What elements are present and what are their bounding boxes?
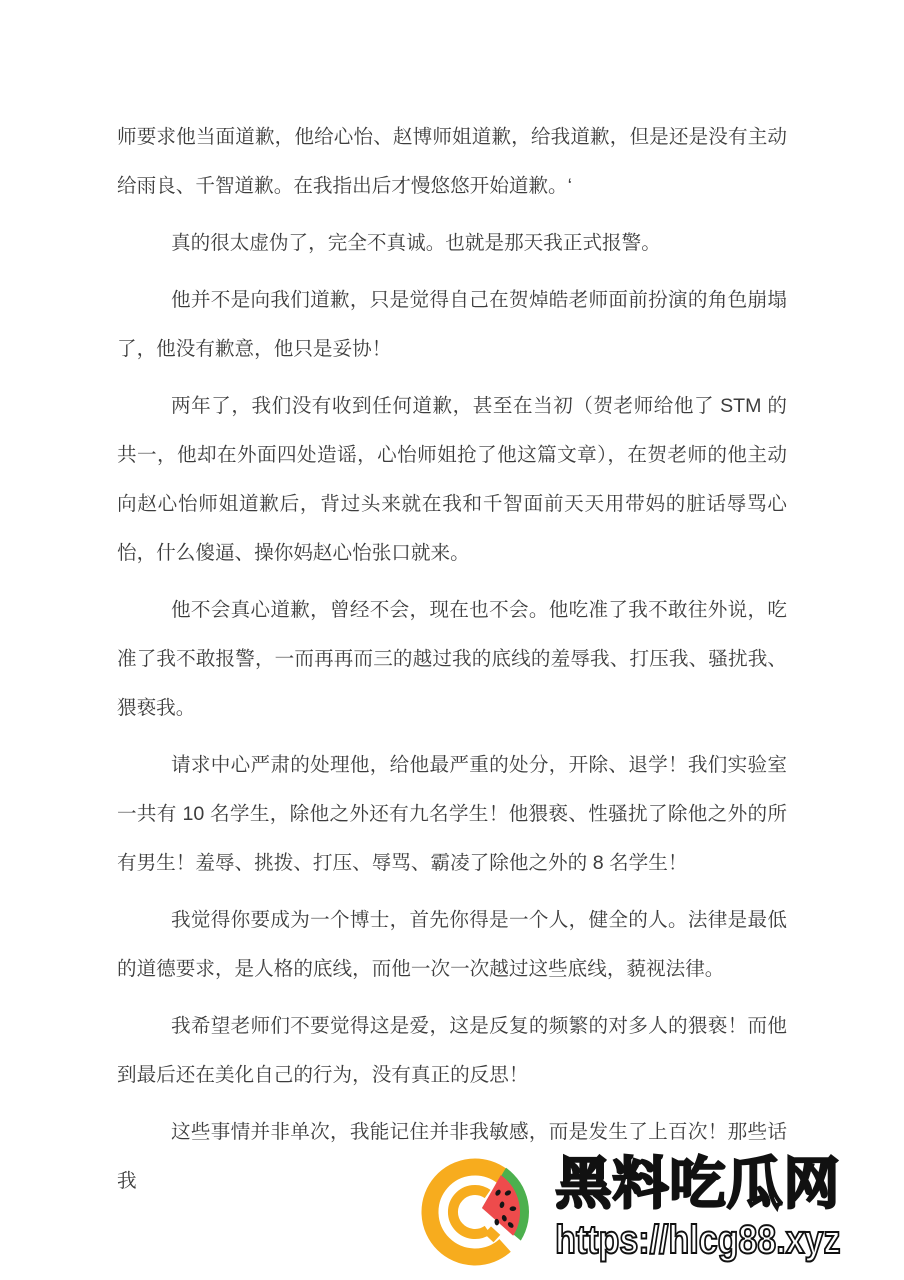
watermark-site-url: https://hlcg88.xyz bbox=[555, 1218, 841, 1263]
logo-ring-tail bbox=[488, 1230, 497, 1239]
paragraph: 这些事情并非单次，我能记住并非我敏感，而是发生了上百次！那些话我 bbox=[117, 1121, 787, 1192]
logo-inner-ring bbox=[453, 1190, 488, 1234]
paragraph: 我觉得你要成为一个博士，首先你得是一个人，健全的人。法律是最低的道德要求，是人格的底线，而他一次一次越过这些底线，藐视法律。 bbox=[117, 909, 787, 980]
watermark bbox=[418, 1146, 848, 1278]
paragraph: 真的很太虚伪了，完全不真诚。也就是那天我正式报警。 bbox=[171, 232, 661, 254]
document-body bbox=[117, 113, 787, 1214]
paragraph: 两年了，我们没有收到任何道歉，甚至在当初（贺老师给他了 STM 的共一，他却在外面四处造谣，心怡师姐抢了他这篇文章），在贺老师的他主动向赵心怡师姐道歉后，背过头来就在我和千智面前天天用带妈的脏话辱骂心怡，什么傻逼、操你妈赵心怡张口就来。 bbox=[117, 395, 787, 564]
paragraph: 我希望老师们不要觉得这是爱，这是反复的频繁的对多人的猥亵！而他到最后还在美化自己的行为，没有真正的反思！ bbox=[117, 1015, 787, 1086]
watermark-site-name: 黑料吃瓜网 bbox=[555, 1152, 841, 1215]
paragraph: 师要求他当面道歉，他给心怡、赵博师姐道歉，给我道歉，但是还是没有主动给雨良、千智道歉。在我指出后才慢悠悠开始道歉。‘ bbox=[117, 126, 787, 197]
watermark-text-block bbox=[548, 1154, 848, 1263]
paragraph: 他不会真心道歉，曾经不会，现在也不会。他吃准了我不敢往外说，吃准了我不敢报警，一而再再而三的越过我的底线的羞辱我、打压我、骚扰我、猥亵我。 bbox=[117, 599, 787, 719]
paragraph: 他并不是向我们道歉，只是觉得自己在贺焯皓老师面前扮演的角色崩塌了，他没有歉意，他只是妥协！ bbox=[117, 289, 787, 360]
watermelon-logo-icon bbox=[418, 1146, 540, 1278]
paragraph: 请求中心严肃的处理他，给他最严重的处分，开除、退学！我们实验室一共有 10 名学生，除他之外还有九名学生！他猥亵、性骚扰了除他之外的所有男生！羞辱、挑拨、打压、辱骂、霸凌了除他之外的 8 名学生！ bbox=[117, 754, 787, 874]
